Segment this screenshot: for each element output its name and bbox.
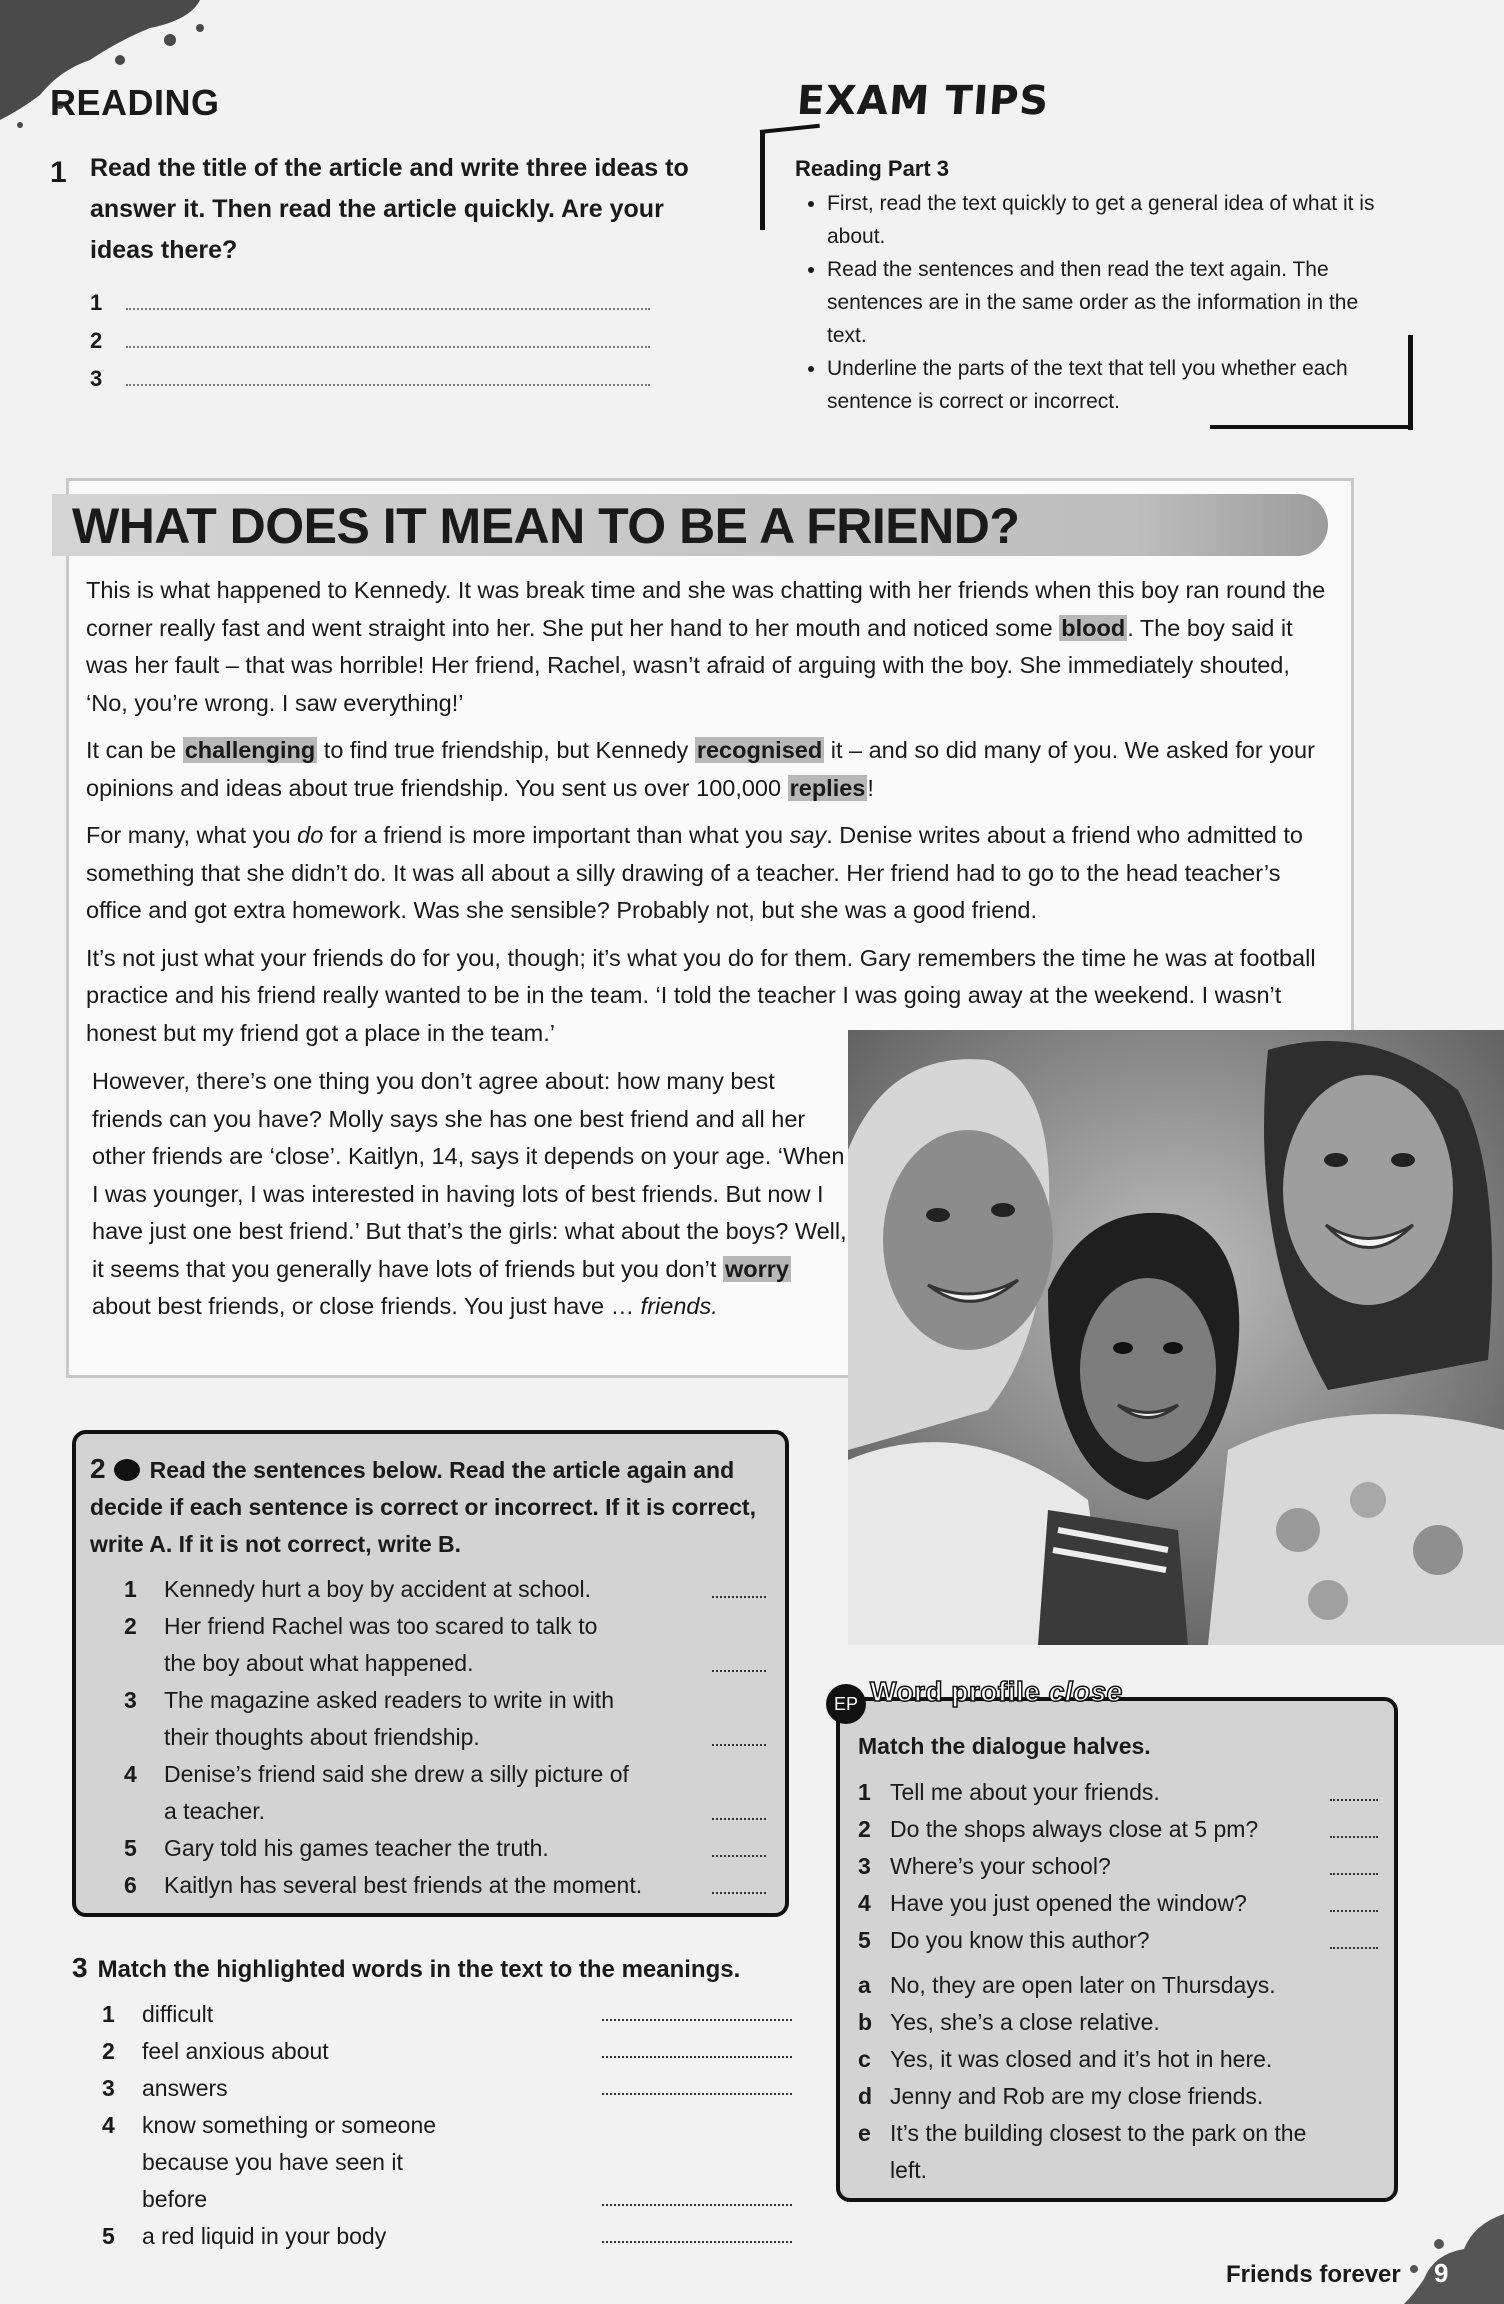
highlighted-word: blood: [1061, 614, 1126, 641]
answer-blank[interactable]: [1330, 1799, 1378, 1801]
word-profile-title: Word profile close: [870, 1676, 1123, 1707]
tip-item: • Read the sentences and then read the text again. The sentences are in the same order as the information in the text.: [827, 253, 1385, 352]
word-profile: [858, 1726, 1378, 2189]
exercise-2-instruction: 2 Read the sentences below. Read the article again and decide if each sentence is correct or incorrect. If it is correct, write A. If it is not correct, write B.: [90, 1453, 756, 1557]
bracket-decoration: [760, 130, 765, 230]
exercise-number: 1: [50, 156, 67, 189]
article-paragraph: This is what happened to Kennedy. It was break time and she was chatting with her friends when this boy ran round the corner really fast and went straight into her. She put her hand to her mouth and noticed some blood. The boy said it was her fault – that was horrible! Her friend, Rachel, wasn’t afraid of arguing with the boy. She immediately shouted, ‘No, you’re wrong. I saw everything!’: [86, 577, 1326, 716]
article-paragraph: It can be challenging to find true friendship, but Kennedy recognised it – and so did many of you. We asked for your opinions and ideas about true friendship. You sent us over 100,000 replies!: [86, 737, 1315, 801]
answer-item: c Yes, it was closed and it’s hot in here.: [858, 2046, 1273, 2072]
list-item: 1 difficult: [72, 1996, 792, 2033]
answer-blank[interactable]: [712, 1744, 766, 1746]
paint-splatter-decoration: [1394, 2194, 1504, 2304]
exercise-1-instruction: [50, 148, 730, 271]
list-item: 2 Her friend Rachel was too scared to talk to the boy about what happened.: [90, 1608, 780, 1682]
answer-lines: [90, 278, 650, 392]
answer-item: e It’s the building closest to the park on the left.: [858, 2120, 1307, 2183]
tips-heading: Reading Part 3: [795, 156, 950, 181]
article-body-narrow: [92, 1063, 848, 1326]
list-item: 3 Where’s your school?: [858, 1848, 1378, 1885]
exam-tips-title: EXAM TIPS: [795, 78, 1051, 124]
list-item: 2 feel anxious about: [72, 2033, 792, 2070]
list-item: 5 a red liquid in your body: [72, 2218, 792, 2255]
exam-practice-icon: [114, 1459, 140, 1481]
highlighted-word: worry: [724, 1255, 789, 1282]
list-item: 5 Do you know this author?: [858, 1922, 1378, 1959]
word-profile-instruction: Match the dialogue halves.: [858, 1733, 1151, 1759]
answer-item: a No, they are open later on Thursdays.: [858, 1972, 1276, 1998]
answer-line[interactable]: 1: [90, 278, 650, 316]
page-number: 9: [1434, 2258, 1449, 2288]
friends-photo: [848, 1030, 1504, 1645]
answer-blank[interactable]: [602, 2204, 792, 2206]
answer-blank[interactable]: [1330, 1873, 1378, 1875]
bracket-decoration: [1408, 335, 1413, 430]
answer-line[interactable]: 3: [90, 354, 650, 392]
list-item: 2 Do the shops always close at 5 pm?: [858, 1811, 1378, 1848]
answer-blank[interactable]: [1330, 1947, 1378, 1949]
answer-blank[interactable]: [602, 2241, 792, 2243]
article-body: [86, 572, 1336, 1062]
article-title: WHAT DOES IT MEAN TO BE A FRIEND?: [72, 498, 1020, 554]
list-item: 4 know something or someone because you have seen it before: [72, 2107, 792, 2218]
answer-blank[interactable]: [712, 1855, 766, 1857]
list-item: 1 Tell me about your friends.: [858, 1774, 1378, 1811]
exercise-3: [72, 1952, 792, 2255]
unit-title: Friends forever: [1226, 2261, 1401, 2288]
tip-item: • First, read the text quickly to get a general idea of what it is about.: [827, 187, 1385, 253]
article-paragraph: For many, what you do for a friend is more important than what you say. Denise writes about a friend who admitted to something that she didn’t do. It was all about a silly drawing of a teacher. Her friend had to go to the head teacher’s office and got extra homework. Was she sensible? Probably not, but she was a good friend.: [86, 822, 1303, 923]
highlighted-word: replies: [789, 774, 866, 801]
highlighted-word: challenging: [184, 737, 316, 763]
answer-blank[interactable]: [1330, 1910, 1378, 1912]
answer-blank[interactable]: [712, 1670, 766, 1672]
bracket-decoration: [760, 124, 820, 134]
answer-item: b Yes, she’s a close relative.: [858, 2009, 1160, 2035]
answer-blank[interactable]: [602, 2093, 792, 2095]
answer-blank[interactable]: [712, 1818, 766, 1820]
answer-blank[interactable]: [1330, 1836, 1378, 1838]
section-title: READING: [50, 82, 220, 123]
list-item: 3 answers: [72, 2070, 792, 2107]
ep-badge: EP: [826, 1684, 866, 1724]
list-item: 4 Have you just opened the window?: [858, 1885, 1378, 1922]
article-paragraph: It’s not just what your friends do for you, though; it’s what you do for them. Gary remembers the time he was at football practice and his friend really wanted to be in the team. ‘I told the teacher I was going away at the weekend. I wasn’t honest but my friend got a place in the team.’: [86, 944, 1316, 1046]
answer-blank[interactable]: [712, 1892, 766, 1894]
list-item: 5 Gary told his games teacher the truth.: [90, 1830, 780, 1867]
list-item: 1 Kennedy hurt a boy by accident at school.: [90, 1571, 780, 1608]
instruction-text: Read the title of the article and write three ideas to answer it. Then read the article quickly. Are your ideas there?: [90, 154, 689, 264]
exam-tips: [795, 152, 1385, 418]
answer-line[interactable]: 2: [90, 316, 650, 354]
list-item: 3 The magazine asked readers to write in with their thoughts about friendship.: [90, 1682, 780, 1756]
answer-blank[interactable]: [602, 2019, 792, 2021]
exercise-3-instruction: 3 Match the highlighted words in the text to the meanings.: [72, 1952, 741, 1983]
list-item: 4 Denise’s friend said she drew a silly picture of a teacher.: [90, 1756, 780, 1830]
article-paragraph: However, there’s one thing you don’t agree about: how many best friends can you have? Molly says she has one best friend and all her other friends are ‘close’. Kaitlyn, 14, says it depends on your age. ‘When I was younger, I was interested in having lots of best friends. But now I have just one best friend.’ But that’s the girls: what about the boys? Well, it seems that you generally have lots of friends but you don’t worry about best friends, or close friends. You just have … friends.: [92, 1068, 847, 1319]
exercise-2: [90, 1450, 780, 1904]
answer-item: d Jenny and Rob are my close friends.: [858, 2083, 1264, 2109]
tip-item: • Underline the parts of the text that tell you whether each sentence is correct or incorrect.: [827, 352, 1385, 418]
highlighted-word: recognised: [696, 737, 823, 763]
answer-blank[interactable]: [602, 2056, 792, 2058]
bracket-decoration: [1210, 425, 1410, 429]
list-item: 6 Kaitlyn has several best friends at the moment.: [90, 1867, 780, 1904]
answer-blank[interactable]: [712, 1596, 766, 1598]
